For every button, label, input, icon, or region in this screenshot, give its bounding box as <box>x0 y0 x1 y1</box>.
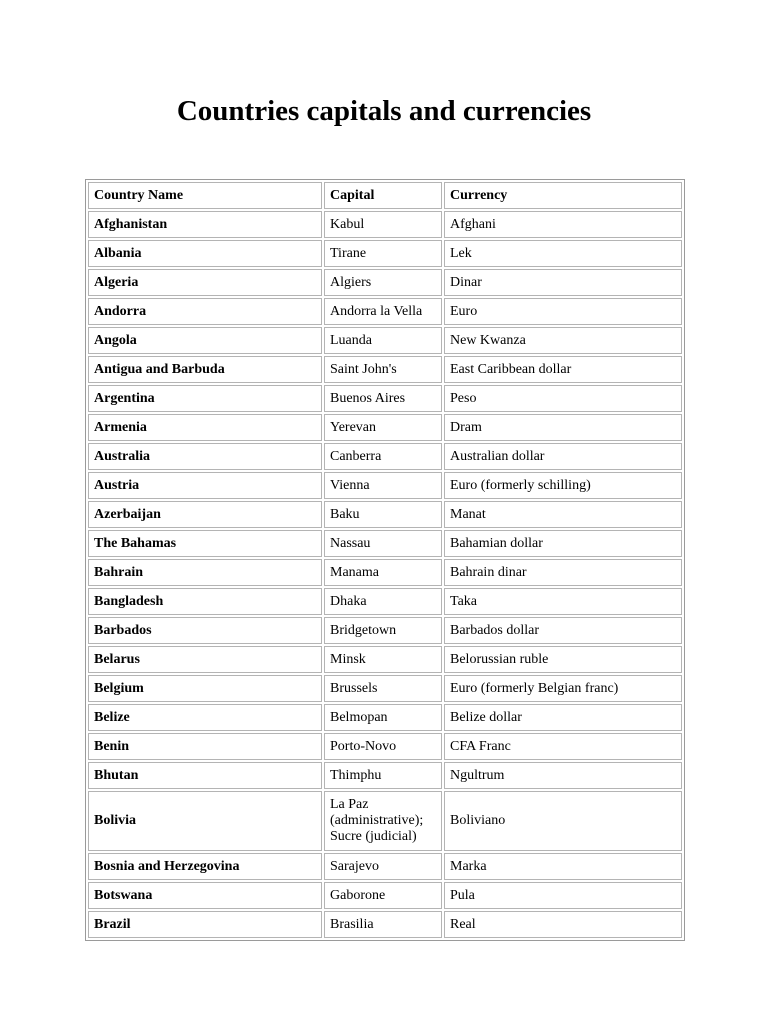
cell-capital: Minsk <box>324 646 442 673</box>
cell-country: The Bahamas <box>88 530 322 557</box>
cell-capital: Belmopan <box>324 704 442 731</box>
cell-country: Bosnia and Herzegovina <box>88 853 322 880</box>
page-title: Countries capitals and currencies <box>176 95 592 127</box>
table-row <box>88 356 682 383</box>
cell-country: Botswana <box>88 882 322 909</box>
table-row <box>88 646 682 673</box>
cell-currency: Dram <box>444 414 682 441</box>
header-country-name: Country Name <box>88 182 322 209</box>
cell-capital: Baku <box>324 501 442 528</box>
header-row <box>88 182 682 209</box>
table-row <box>88 501 682 528</box>
cell-currency: Manat <box>444 501 682 528</box>
cell-capital: Canberra <box>324 443 442 470</box>
header-currency: Currency <box>444 182 682 209</box>
cell-currency: Peso <box>444 385 682 412</box>
cell-capital: Dhaka <box>324 588 442 615</box>
cell-country: Belarus <box>88 646 322 673</box>
cell-capital: Kabul <box>324 211 442 238</box>
table-row <box>88 240 682 267</box>
cell-capital: Porto-Novo <box>324 733 442 760</box>
cell-capital: Luanda <box>324 327 442 354</box>
cell-currency: Real <box>444 911 682 938</box>
table-row <box>88 559 682 586</box>
cell-currency: Euro <box>444 298 682 325</box>
cell-capital: Buenos Aires <box>324 385 442 412</box>
table-row <box>88 911 682 938</box>
cell-currency: Bahrain dinar <box>444 559 682 586</box>
table-row <box>88 588 682 615</box>
cell-country: Belgium <box>88 675 322 702</box>
table-row <box>88 791 682 851</box>
cell-currency: Taka <box>444 588 682 615</box>
cell-country: Austria <box>88 472 322 499</box>
cell-country: Bangladesh <box>88 588 322 615</box>
table-row <box>88 414 682 441</box>
table-row <box>88 853 682 880</box>
cell-country: Azerbaijan <box>88 501 322 528</box>
cell-country: Bahrain <box>88 559 322 586</box>
cell-currency: Belorussian ruble <box>444 646 682 673</box>
cell-country: Angola <box>88 327 322 354</box>
cell-capital: Nassau <box>324 530 442 557</box>
cell-capital: Yerevan <box>324 414 442 441</box>
cell-currency: Belize dollar <box>444 704 682 731</box>
table-row <box>88 675 682 702</box>
cell-currency: East Caribbean dollar <box>444 356 682 383</box>
cell-country: Benin <box>88 733 322 760</box>
cell-country: Antigua and Barbuda <box>88 356 322 383</box>
cell-currency: Bahamian dollar <box>444 530 682 557</box>
cell-currency: Australian dollar <box>444 443 682 470</box>
cell-capital: Saint John's <box>324 356 442 383</box>
cell-currency: CFA Franc <box>444 733 682 760</box>
table-header <box>88 182 682 209</box>
table-row <box>88 882 682 909</box>
cell-country: Brazil <box>88 911 322 938</box>
cell-country: Algeria <box>88 269 322 296</box>
table-row <box>88 617 682 644</box>
cell-currency: Euro (formerly schilling) <box>444 472 682 499</box>
cell-country: Barbados <box>88 617 322 644</box>
cell-capital: La Paz (administrative); Sucre (judicial) <box>324 791 442 851</box>
cell-capital: Andorra la Vella <box>324 298 442 325</box>
table-row <box>88 443 682 470</box>
table-row <box>88 269 682 296</box>
table-body <box>88 211 682 938</box>
cell-currency: Ngultrum <box>444 762 682 789</box>
cell-currency: Afghani <box>444 211 682 238</box>
table-row <box>88 385 682 412</box>
countries-table <box>85 179 685 941</box>
table-row <box>88 211 682 238</box>
cell-capital: Brussels <box>324 675 442 702</box>
cell-country: Bhutan <box>88 762 322 789</box>
cell-currency: Euro (formerly Belgian franc) <box>444 675 682 702</box>
cell-capital: Gaborone <box>324 882 442 909</box>
table-row <box>88 733 682 760</box>
cell-capital: Tirane <box>324 240 442 267</box>
table-row <box>88 530 682 557</box>
countries-table-container <box>85 179 684 941</box>
cell-country: Armenia <box>88 414 322 441</box>
header-capital: Capital <box>324 182 442 209</box>
cell-currency: Barbados dollar <box>444 617 682 644</box>
cell-currency: Pula <box>444 882 682 909</box>
cell-country: Bolivia <box>88 791 322 851</box>
table-row <box>88 327 682 354</box>
cell-currency: Boliviano <box>444 791 682 851</box>
cell-capital: Bridgetown <box>324 617 442 644</box>
cell-currency: New Kwanza <box>444 327 682 354</box>
cell-country: Argentina <box>88 385 322 412</box>
cell-currency: Dinar <box>444 269 682 296</box>
cell-capital: Vienna <box>324 472 442 499</box>
cell-capital: Algiers <box>324 269 442 296</box>
cell-currency: Lek <box>444 240 682 267</box>
cell-capital: Manama <box>324 559 442 586</box>
cell-country: Andorra <box>88 298 322 325</box>
cell-country: Australia <box>88 443 322 470</box>
cell-currency: Marka <box>444 853 682 880</box>
cell-capital: Thimphu <box>324 762 442 789</box>
table-row <box>88 472 682 499</box>
cell-country: Belize <box>88 704 322 731</box>
cell-capital: Sarajevo <box>324 853 442 880</box>
cell-capital: Brasilia <box>324 911 442 938</box>
cell-country: Afghanistan <box>88 211 322 238</box>
table-row <box>88 704 682 731</box>
table-row <box>88 762 682 789</box>
table-row <box>88 298 682 325</box>
cell-country: Albania <box>88 240 322 267</box>
